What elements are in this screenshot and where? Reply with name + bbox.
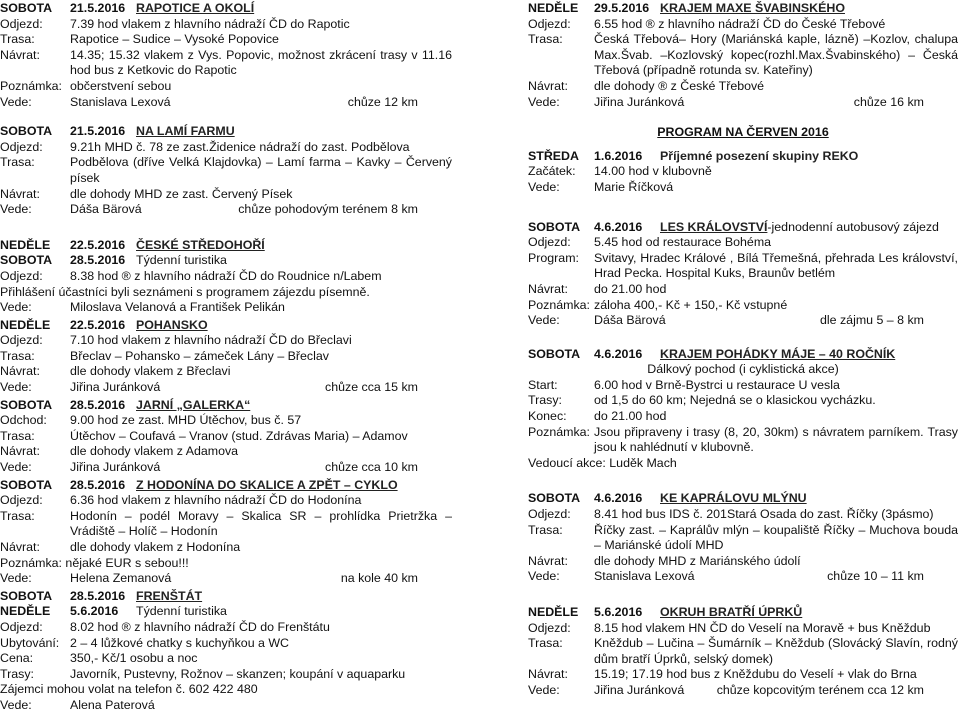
row-label: Návrat:: [528, 667, 568, 682]
event-day: NEDĚLE: [0, 237, 51, 252]
event-row: [0, 95, 452, 111]
row-label: Vede:: [0, 300, 32, 315]
event-date: 5.6.2016: [594, 605, 643, 619]
event-title: OKRUH BRATŘÍ ÚPRKŮ: [660, 605, 803, 619]
event-row: [528, 282, 958, 298]
row-label: Odjezd:: [528, 507, 571, 522]
row-value: Helena Zemanová: [70, 571, 172, 586]
row-label: Vede:: [0, 202, 32, 217]
event-block: [528, 220, 958, 329]
event-day: NEDĚLE: [0, 317, 51, 332]
row-label: Vede:: [528, 313, 560, 328]
event-row: [0, 333, 452, 349]
event-row: [528, 164, 958, 180]
row-distance: chůze 10 – 11 km: [827, 569, 924, 584]
row-distance: chůze pohodovým terénem 8 km: [238, 202, 418, 217]
row-value: Marie Říčková: [594, 179, 674, 194]
row-value: Dáša Bärová: [594, 313, 666, 328]
event-title: LES KRÁLOVSTVÍ: [660, 219, 768, 234]
row-label: Vede:: [528, 94, 560, 109]
event-title: JARNÍ „GALERKA“: [136, 397, 251, 412]
row-value: 9.00 hod ze zast. MHD Útěchov, bus č. 57: [70, 413, 302, 428]
row-value: Říčky zast. – Kaprálův mlýn – koupaliště Říčky – Muchova bouda – Mariánské údolí MHD: [594, 522, 958, 553]
event-day: SOBOTA: [0, 477, 53, 492]
event-row: [528, 17, 958, 33]
event-title: RAPOTICE A OKOLÍ: [136, 1, 255, 15]
row-value: 6.00 hod v Brně-Bystrci u restaurace U vesla: [594, 377, 840, 392]
event-row: [0, 187, 452, 203]
row-value: 7.39 hod vlakem z hlavního nádraží ČD do Rapotic: [70, 16, 350, 31]
event-row: [528, 32, 958, 79]
event-row: [0, 636, 452, 652]
row-value: Alena Paterová: [70, 697, 155, 712]
row-distance: dle zájmu 5 – 8 km: [820, 313, 924, 328]
event-row: [0, 155, 452, 186]
event-date: 28.5.2016: [70, 253, 126, 268]
row-label: Návrat:: [528, 281, 568, 296]
row-label: Vede:: [528, 569, 560, 584]
row-distance: chůze kopcovitým terénem cca 12 km: [716, 682, 924, 697]
event-row: [528, 409, 958, 425]
spacer: [528, 141, 958, 149]
event-subtitle: Týdenní turistika: [136, 253, 227, 268]
event-date: 1.6.2016: [594, 148, 643, 163]
event-block: [528, 149, 958, 196]
event-block: [0, 589, 452, 714]
row-label: Odchod:: [0, 413, 47, 428]
event-row: [0, 493, 452, 509]
event-block: [0, 398, 452, 476]
row-label: Začátek:: [528, 164, 576, 179]
row-value: občerstvení sebou: [70, 78, 172, 93]
event-row: [528, 667, 958, 683]
spacer: [0, 110, 452, 124]
event-row: [528, 425, 958, 456]
row-label: Odjezd:: [528, 235, 571, 250]
event-row: [0, 429, 452, 445]
event-title-suffix: -jednodenní autobusový zájezd: [767, 219, 939, 234]
event-date: 28.5.2016: [70, 477, 126, 492]
row-label: Trasa:: [0, 348, 35, 363]
event-row: [528, 313, 958, 329]
event-title: FRENŠTÁT: [136, 588, 203, 603]
event-row: [0, 364, 452, 380]
event-day: SOBOTA: [0, 124, 53, 139]
event-header: [528, 491, 958, 507]
event-note-line: Zájemci mohou volat na telefon č. 602 422 480: [0, 682, 258, 697]
event-date: 4.6.2016: [594, 219, 643, 234]
event-note-line: Přihlášení účastníci byli seznámeni s programem zájezdu písemně.: [0, 284, 370, 299]
event-block: [528, 125, 958, 141]
event-row: [0, 202, 452, 218]
event-header: [0, 398, 452, 414]
event-row: [528, 79, 958, 95]
row-value: do 21.00 hod: [594, 281, 667, 296]
event-row: [528, 95, 958, 111]
event-row: [0, 32, 452, 48]
event-header: [528, 220, 958, 236]
row-value: 5.45 hod od restaurace Bohéma: [594, 235, 772, 250]
row-label: Návrat:: [0, 186, 40, 201]
event-block: [0, 1, 452, 110]
row-label: Trasa:: [0, 155, 35, 170]
event-header: [528, 149, 958, 165]
row-value: 14.35; 15.32 vlakem z Vys. Popovic, možnost zkrácení trasy v 11.16 hod bus z Ketkovic do Rapotic: [70, 47, 452, 78]
event-subheader: [0, 253, 452, 269]
spacer: [528, 471, 958, 491]
right-column: [528, 1, 958, 699]
row-label: Odjezd:: [0, 16, 43, 31]
row-value: 350,- Kč/1 osobu a noc: [70, 651, 198, 666]
row-label: Trasa:: [528, 32, 563, 47]
event-row: [528, 393, 958, 409]
row-value: Útěchov – Coufavá – Vranov (stud. Zdrávas Maria) – Adamov: [70, 428, 408, 443]
row-value: Břeclav – Pohansko – zámeček Lány – Břeclav: [70, 348, 329, 363]
event-title: Příjemné posezení skupiny REKO: [660, 148, 859, 163]
row-value: do 21.00 hod: [594, 409, 667, 424]
row-value: 15.19; 17.19 hod bus z Kněždubu do Veselí + vlak do Brna: [594, 667, 917, 682]
event-title: KE KAPRÁLOVU MLÝNU: [660, 491, 807, 506]
event-block: [0, 124, 452, 218]
event-row: [528, 523, 958, 554]
event-row: [528, 507, 958, 523]
event-header: [0, 124, 452, 140]
event-header: [0, 238, 452, 254]
row-label: Odjezd:: [0, 139, 43, 154]
event-date: 21.5.2016: [70, 124, 126, 139]
event-day: SOBOTA: [0, 253, 53, 268]
row-label: Odjezd:: [528, 620, 571, 635]
event-header: [0, 589, 452, 605]
row-label: Trasa:: [0, 508, 35, 523]
spacer: [528, 196, 958, 220]
row-label: Návrat:: [0, 444, 40, 459]
row-value: 14.00 hod v klubovně: [594, 164, 712, 179]
event-row: [528, 569, 958, 585]
row-value: dle dohody vlakem z Břeclavi: [70, 364, 231, 379]
event-day: STŘEDA: [528, 148, 579, 163]
spacer: [528, 329, 958, 347]
event-day: SOBOTA: [528, 491, 581, 506]
event-note-line: Vedoucí akce: Luděk Mach: [528, 455, 677, 470]
row-distance: chůze cca 10 km: [325, 460, 418, 475]
row-value: Stanislava Lexová: [594, 569, 695, 584]
row-distance: chůze 16 km: [853, 94, 924, 109]
row-value: dle dohody vlakem z Hodonína: [70, 540, 241, 554]
event-header: [528, 605, 958, 621]
row-value: Hodonín – podél Moravy – Skalica SR – prohlídka Prietržka – Vrádiště – Holíč – Hodonín: [70, 508, 452, 539]
event-row: [528, 683, 958, 699]
row-label: Trasy:: [0, 666, 34, 681]
row-value: dle dohody MHD ze zast. Červený Písek: [70, 186, 293, 201]
row-value: 7.10 hod vlakem z hlavního nádraží ČD do Břeclavi: [70, 333, 352, 348]
event-date: 5.6.2016: [70, 604, 119, 619]
event-day: SOBOTA: [0, 397, 53, 412]
event-row: [528, 235, 958, 251]
spacer: [528, 110, 958, 125]
row-label: Poznámka:: [0, 78, 62, 93]
row-label: Start:: [528, 377, 558, 392]
row-label: Odjezd:: [528, 16, 571, 31]
event-row: [0, 140, 452, 156]
event-row: [0, 651, 452, 667]
event-date: 21.5.2016: [70, 1, 126, 15]
row-value: Kněždub – Lučina – Šumárník – Kněždub (Slovácký Slavín, rodný dům bratří Úprků, selský domek): [594, 636, 958, 666]
event-row: [528, 378, 958, 394]
event-header: [0, 478, 452, 494]
event-note-line: Poznámka: nějaké EUR s sebou!!!: [0, 555, 189, 570]
row-label: Vede:: [0, 460, 32, 475]
event-row: [0, 460, 452, 476]
event-header: [0, 1, 452, 17]
event-date: 29.5.2016: [594, 1, 650, 15]
row-label: Poznámka:: [528, 297, 590, 312]
event-block: [0, 478, 452, 587]
row-label: Trasa:: [0, 32, 35, 47]
row-label: Odjezd:: [0, 619, 43, 634]
event-row: [528, 636, 958, 667]
row-value: dle dohody ® z České Třebové: [594, 78, 765, 93]
row-label: Vede:: [0, 697, 32, 712]
row-value: Miloslava Velanová a František Pelikán: [70, 300, 285, 315]
event-day: NEDĚLE: [0, 604, 51, 619]
event-subtitle: Týdenní turistika: [136, 604, 227, 619]
row-value: 8.38 hod ® z hlavního nádraží ČD do Roudnice n/Labem: [70, 268, 382, 283]
row-value: 8.41 hod bus IDS č. 201Stará Osada do zast. Říčky (3pásmo): [594, 507, 934, 522]
row-value: Dáša Bärová: [70, 202, 142, 217]
event-block: [0, 238, 452, 316]
row-label: Vede:: [528, 682, 560, 697]
spacer: [528, 585, 958, 605]
row-label: Konec:: [528, 409, 567, 424]
event-row: [528, 180, 958, 196]
event-row: [528, 298, 958, 314]
event-title: Z HODONÍNA DO SKALICE A ZPĚT – CYKLO: [136, 477, 398, 492]
row-value: Javorník, Pustevny, Rožnov – skanzen; koupání v aquaparku: [70, 666, 406, 681]
event-row: [0, 698, 452, 714]
event-block: [528, 605, 958, 699]
row-value: Jiřina Juránková: [70, 380, 161, 395]
event-day: SOBOTA: [0, 588, 53, 603]
event-header: [0, 318, 452, 334]
event-block: [528, 347, 958, 472]
row-value: Jsou připraveny i trasy (8, 20, 30km) s návratem parníkem. Trasy jsou k nahlédnutí v klubovně.: [594, 424, 958, 455]
event-tagline: Dálkový pochod (i cyklistická akce): [647, 362, 839, 377]
section-banner: PROGRAM NA ČERVEN 2016: [657, 125, 829, 140]
event-row: [0, 48, 452, 79]
event-title: KRAJEM MAXE ŠVABINSKÉHO: [660, 1, 845, 15]
row-distance: chůze cca 15 km: [325, 380, 418, 395]
row-label: Návrat:: [0, 47, 40, 62]
row-label: Vede:: [0, 94, 32, 109]
event-row: [0, 509, 452, 540]
row-value: Jiřina Juránková: [594, 682, 685, 697]
event-row: [0, 380, 452, 396]
event-title: POHANSKO: [136, 317, 208, 332]
event-date: 4.6.2016: [594, 346, 643, 361]
row-label: Odjezd:: [0, 493, 43, 508]
row-label: Návrat:: [528, 78, 568, 93]
event-row: [0, 300, 452, 316]
row-value: Podbělova (dříve Velká Klajdovka) – Lamí farma – Kavky – Červený písek: [70, 155, 452, 185]
event-row: [0, 79, 452, 95]
row-label: Trasa:: [528, 636, 563, 651]
event-day: SOBOTA: [0, 1, 53, 15]
row-value: 9.21h MHD č. 78 ze zast.Židenice nádraží do zast. Podbělova: [70, 139, 410, 154]
row-label: Cena:: [0, 651, 34, 666]
event-row: [0, 667, 452, 683]
event-title: NA LAMÍ FARMU: [136, 124, 235, 139]
row-label: Odjezd:: [0, 333, 43, 348]
row-value: Rapotice – Sudice – Vysoké Popovice: [70, 32, 279, 47]
row-label: Návrat:: [0, 364, 40, 379]
left-column: [0, 1, 452, 714]
event-date: 22.5.2016: [70, 317, 126, 332]
row-distance: na kole 40 km: [340, 571, 418, 586]
row-value: záloha 400,- Kč + 150,- Kč vstupné: [594, 297, 788, 312]
event-row: [528, 251, 958, 282]
row-distance: chůze 12 km: [347, 94, 418, 109]
row-label: Návrat:: [0, 540, 40, 554]
row-value: 6.36 hod vlakem z hlavního nádraží ČD do Hodonína: [70, 493, 362, 508]
event-title: KRAJEM POHÁDKY MÁJE – 40 ROČNÍK: [660, 346, 896, 361]
spacer: [0, 218, 452, 238]
event-date: 28.5.2016: [70, 397, 126, 412]
row-value: 6.55 hod ® z hlavního nádraží ČD do České Třebové: [594, 16, 886, 31]
event-row: [0, 620, 452, 636]
event-row: [0, 540, 452, 556]
event-header: [528, 1, 958, 17]
row-value: Jiřina Juránková: [594, 94, 685, 109]
event-day: NEDĚLE: [528, 605, 579, 619]
event-row: [0, 269, 452, 285]
row-label: Vede:: [0, 380, 32, 395]
row-value: dle dohody MHD z Mariánského údolí: [594, 553, 801, 568]
row-value: 8.02 hod ® z hlavního nádraží ČD do Frenštátu: [70, 619, 330, 634]
event-header: [528, 347, 958, 363]
event-day: SOBOTA: [528, 346, 581, 361]
row-value: Jiřina Juránková: [70, 460, 161, 475]
event-row: [0, 413, 452, 429]
row-label: Odjezd:: [0, 268, 43, 283]
event-row: [0, 571, 452, 587]
row-value: Česká Třebová– Hory (Mariánská kaple, lázně) –Kozlov, chalupa Max.Švab. –Kozlovský kopec(rozhl.Max.Švabinského) – Česká Třebová (případně rotunda sv. Kateřiny): [594, 32, 958, 78]
event-block: [528, 1, 958, 110]
event-date: 22.5.2016: [70, 237, 126, 252]
row-label: Trasa:: [528, 522, 563, 537]
event-day: NEDĚLE: [528, 1, 579, 15]
event-block: [0, 318, 452, 396]
row-label: Program:: [528, 250, 579, 265]
row-label: Poznámka:: [528, 424, 590, 439]
row-label: Vede:: [528, 179, 560, 194]
row-value: 2 – 4 lůžkové chatky s kuchyňkou a WC: [70, 635, 290, 650]
row-value: 8.15 hod vlakem HN ČD do Veselí na Moravě + bus Kněždub: [594, 620, 931, 635]
row-label: Návrat:: [528, 553, 568, 568]
event-row: [0, 444, 452, 460]
row-label: Vede:: [0, 571, 32, 586]
row-label: Ubytování:: [0, 635, 60, 650]
row-value: Svitavy, Hradec Králové , Bílá Třemešná, přehrada Les království, Hrad Pecka. Hospital Kuks, Braunův betlém: [594, 250, 958, 281]
event-row: [528, 621, 958, 637]
row-label: Trasy:: [528, 393, 562, 408]
event-block: [528, 491, 958, 585]
row-value: od 1,5 do 60 km; Nejedná se o klasickou vycházku.: [594, 393, 876, 408]
event-row: [0, 349, 452, 365]
event-row: [0, 17, 452, 33]
event-date: 28.5.2016: [70, 588, 126, 603]
row-value: dle dohody vlakem z Adamova: [70, 444, 239, 459]
row-label: Trasa:: [0, 428, 35, 443]
row-value: Stanislava Lexová: [70, 94, 171, 109]
event-title: ČESKÉ STŘEDOHOŘÍ: [136, 237, 265, 252]
event-date: 4.6.2016: [594, 491, 643, 506]
event-day: SOBOTA: [528, 219, 581, 234]
event-row: [528, 554, 958, 570]
event-subheader: [0, 604, 452, 620]
